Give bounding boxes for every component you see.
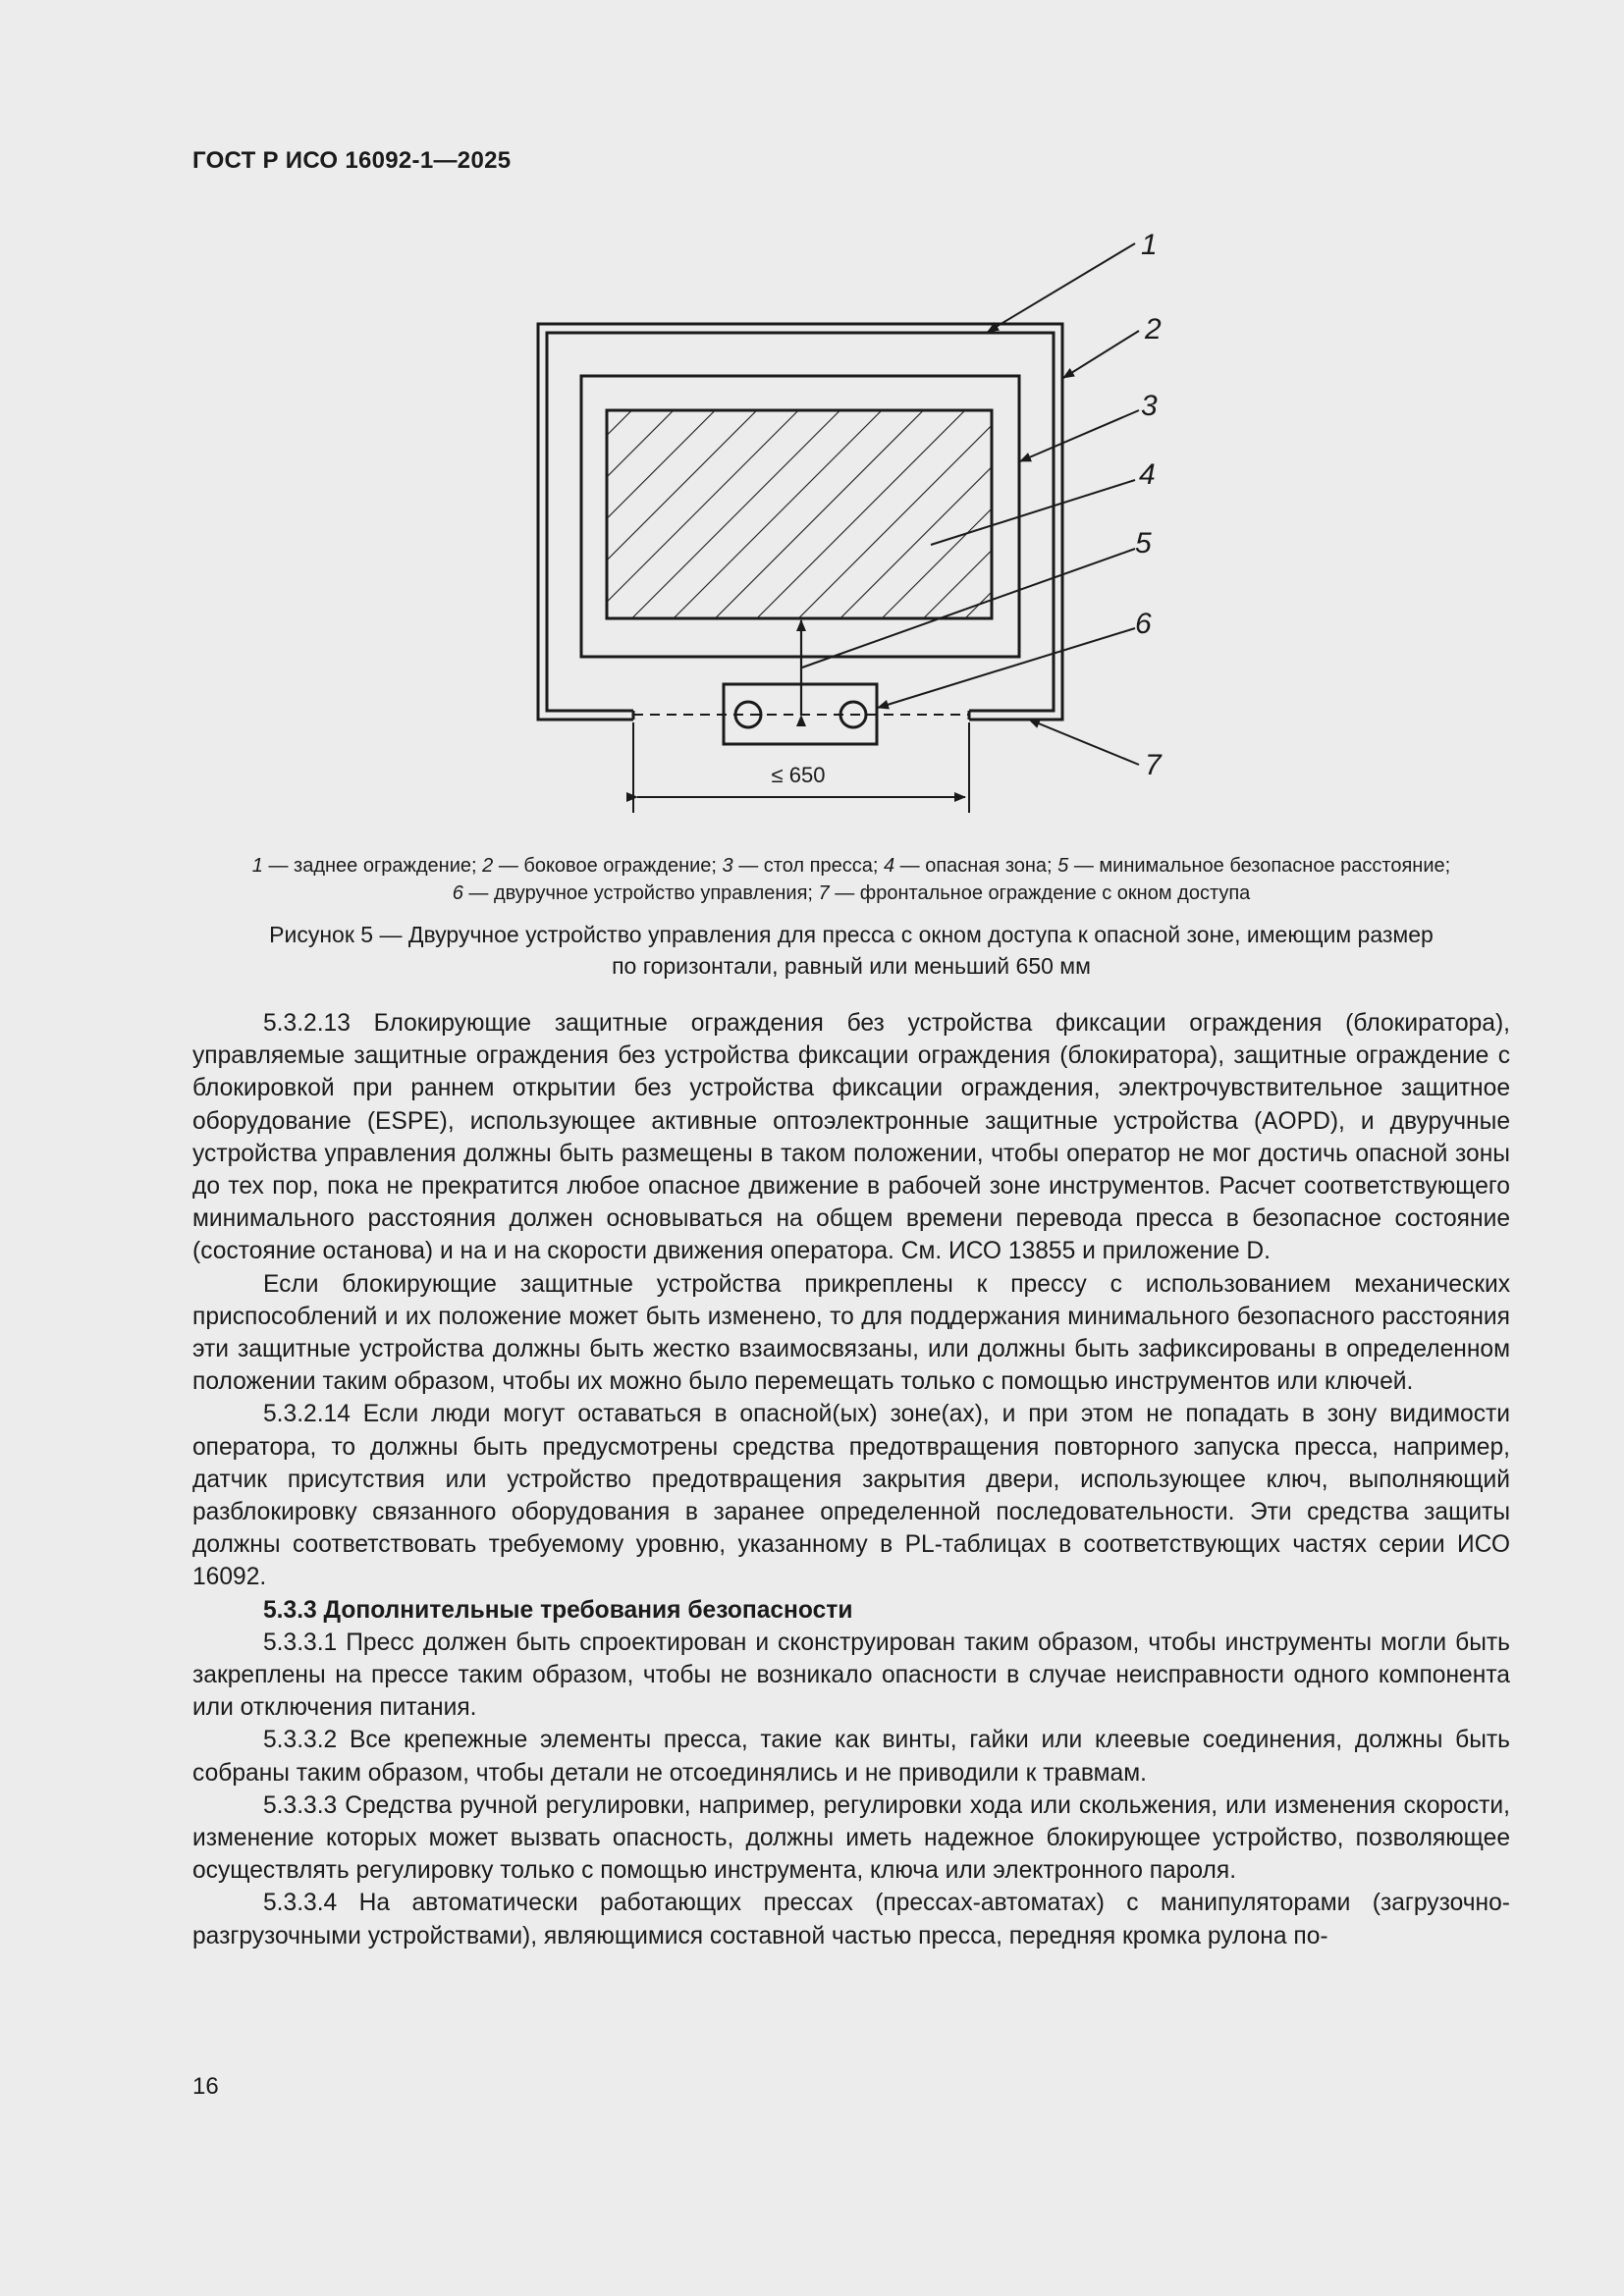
figure-caption <box>192 919 1510 982</box>
document-code-header: ГОСТ Р ИСО 16092-1—2025 <box>192 147 512 174</box>
legend-text: — заднее ограждение; <box>262 855 483 877</box>
legend-num: 4 <box>883 855 895 877</box>
figure-legend <box>192 852 1510 907</box>
legend-num: 2 <box>482 855 494 877</box>
legend-num: 7 <box>818 882 830 904</box>
paragraph-interlock-attachment: Если блокирующие защитные устройства прикреплены к прессу с использованием механических приспособлений и их положение может быть изменено, то для поддержания минимального безопасного расстояния эти защитные устройства должны быть жестко взаимосвязаны, или должны быть зафиксированы в определенном положении таким образом, чтобы их можно было перемещать только с помощью инструментов или ключей. <box>192 1270 1510 1396</box>
paragraph-5-3-3-2: 5.3.3.2 Все крепежные элементы пресса, такие как винты, гайки или клеевые соединения, должны быть собраны таким образом, чтобы детали не отсоединялись и не приводили к травмам. <box>192 1727 1510 1787</box>
callout-7: 7 <box>1145 749 1162 781</box>
body-text <box>192 1007 1510 1952</box>
legend-text: — двуручное устройство управления; <box>462 882 819 904</box>
figure-5-diagram <box>0 0 1624 844</box>
legend-num: 1 <box>251 855 263 877</box>
legend-num: 6 <box>452 882 463 904</box>
paragraph-5-3-3-4: 5.3.3.4 На автоматически работающих прессах (прессах-автоматах) с манипуляторами (загрузочно-разгрузочными устройствами), являющимися составной частью пресса, передняя кромка рулона по- <box>192 1890 1510 1949</box>
legend-line-2 <box>192 880 1510 907</box>
legend-line-1 <box>192 852 1510 880</box>
callout-2: 2 <box>1145 313 1162 346</box>
dimension-label: ≤ 650 <box>771 763 826 787</box>
paragraph-5-3-2-13: 5.3.2.13 Блокирующие защитные ограждения без устройства фиксации ограждения (блокиратора), управляемые защитные ограждения без устройства фиксации ограждения (блокиратора), защитные ограждение с блокировкой при раннем открытии без устройства фиксации ограждения, электрочувствительное защитное оборудование (ESPE), использующее активные оптоэлектронные защитные устройства (AOPD), и двуручные устройства управления должны быть размещены в таком положении, чтобы оператор не мог достичь опасной зоны до тех пор, пока не прекратится любое опасное движение в рабочей зоне инструментов. Расчет соответствующего минимального расстояния должен основываться на общем времени перевода пресса в безопасное состояние (состояние останова) и на и на скорости движения оператора. См. ИСО 13855 и приложение D. <box>192 1010 1510 1265</box>
paragraph-5-3-2-14: 5.3.2.14 Если люди могут оставаться в опасной(ых) зоне(ах), и при этом не попадать в зону видимости оператора, то должны быть предусмотрены средства предотвращения повторного запуска пресса, например, датчик присутствия или устройство предотвращения закрытия двери, использующее ключ, выполняющий разблокировку связанного оборудования в заранее определенной последовательности. Эти средства защиты должны соответствовать требуемому уровню, указанному в PL-таблицах в соответствующих частях серии ИСО 16092. <box>192 1401 1510 1591</box>
legend-num: 3 <box>722 855 733 877</box>
legend-num: 5 <box>1057 855 1069 877</box>
caption-line-1: Рисунок 5 — Двуручное устройство управления для пресса с окном доступа к опасной зоне, имеющим размер <box>269 922 1434 947</box>
hazard-zone <box>607 410 992 618</box>
page-number: 16 <box>192 2073 219 2100</box>
paragraph-5-3-3-1: 5.3.3.1 Пресс должен быть спроектирован и сконструирован таким образом, чтобы инструменты могли быть закреплены на прессе таким образом, чтобы не возникало опасности в случае неисправности одного компонента или отключения питания. <box>192 1629 1510 1722</box>
legend-text: — опасная зона; <box>894 855 1058 877</box>
legend-text: — минимальное безопасное расстояние; <box>1068 855 1451 877</box>
paragraph-5-3-3-3: 5.3.3.3 Средства ручной регулировки, например, регулировки хода или скольжения, или изменения скорости, изменение которых может вызвать опасность, должны иметь надежное блокирующее устройство, позволяющее осуществлять регулировку только с помощью инструмента, ключа или электронного пароля. <box>192 1791 1510 1885</box>
callout-3: 3 <box>1141 390 1158 422</box>
section-heading-5-3-3: 5.3.3 Дополнительные требования безопасности <box>263 1596 853 1624</box>
legend-text: — боковое ограждение; <box>493 855 723 877</box>
caption-line-2: по горизонтали, равный или меньший 650 мм <box>612 953 1091 979</box>
callout-4: 4 <box>1139 458 1156 491</box>
callout-6: 6 <box>1135 608 1152 640</box>
callout-1: 1 <box>1141 229 1158 261</box>
legend-text: — фронтальное ограждение с окном доступа <box>829 882 1251 904</box>
legend-text: — стол пресса; <box>732 855 884 877</box>
callout-5: 5 <box>1135 527 1152 560</box>
